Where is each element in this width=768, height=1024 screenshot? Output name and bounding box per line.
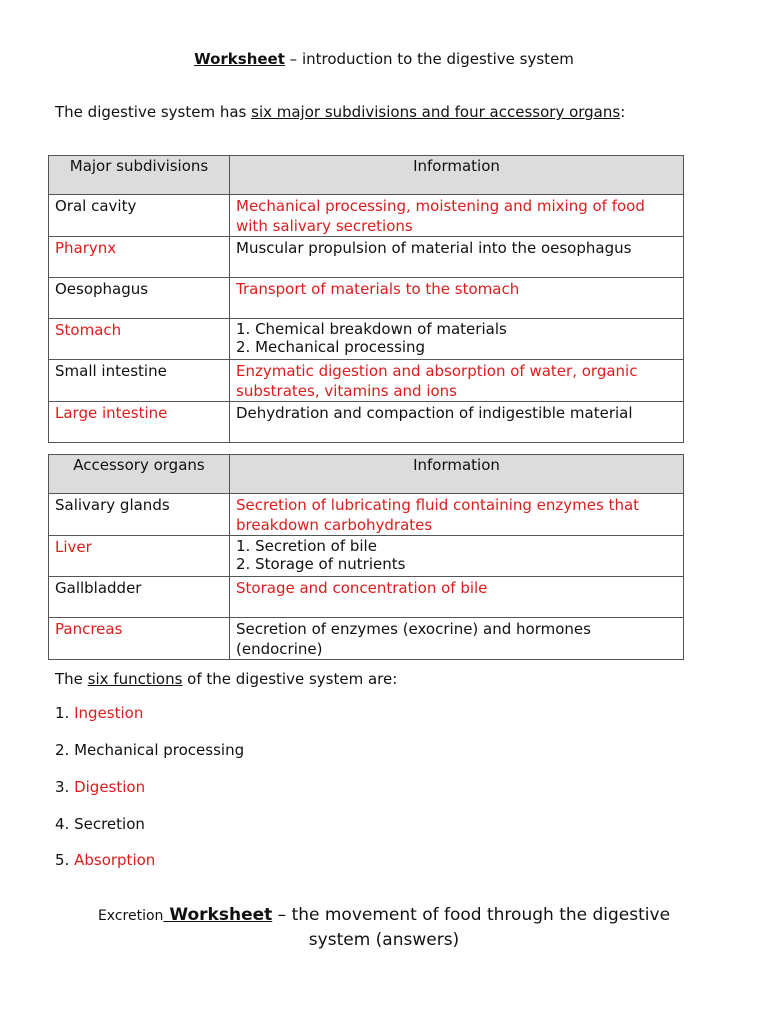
row-name: Gallbladder: [49, 577, 230, 618]
major-subdivisions-table: [48, 155, 684, 443]
item-text: Secretion: [74, 815, 145, 833]
item-number: 1.: [55, 704, 75, 722]
footer-rest: – the movement of food through the digestive: [272, 905, 671, 925]
row-info: Mechanical processing, moistening and mixing of food with salivary secretions: [230, 195, 684, 237]
row-info-line: 2. Mechanical processing: [236, 338, 426, 356]
row-name: Salivary glands: [49, 494, 230, 536]
footer-line1: [0, 903, 768, 928]
header-information: Information: [230, 156, 684, 195]
intro-text: [55, 103, 625, 121]
row-name: Oesophagus: [49, 278, 230, 319]
functions-heading: [55, 670, 397, 688]
row-info-line: 1. Chemical breakdown of materials: [236, 320, 507, 338]
table-row: [49, 536, 684, 577]
header-accessory: Accessory organs: [49, 455, 230, 494]
list-item: [55, 778, 145, 796]
list-item: [55, 851, 155, 869]
intro-underlined: six major subdivisions and four accessory organs: [251, 103, 621, 121]
table-row: [49, 494, 684, 536]
title-rest: – introduction to the digestive system: [284, 50, 574, 68]
row-info: Enzymatic digestion and absorption of water, organic substrates, vitamins and ions: [230, 360, 684, 402]
table-row: [49, 319, 684, 360]
footer-bold: Worksheet: [163, 905, 273, 925]
row-info: [230, 319, 684, 360]
title-bold: Worksheet: [194, 50, 285, 68]
table-row: [49, 577, 684, 618]
intro-post: :: [620, 103, 626, 121]
row-name: Pancreas: [49, 618, 230, 660]
row-name: Large intestine: [49, 402, 230, 443]
row-name: Small intestine: [49, 360, 230, 402]
table-row: [49, 278, 684, 319]
footer-title: [0, 903, 768, 952]
item-text: Digestion: [74, 778, 146, 796]
header-major: Major subdivisions: [49, 156, 230, 195]
table-row: [49, 195, 684, 237]
item-text: Mechanical processing: [74, 741, 245, 759]
functions-post: of the digestive system are:: [182, 670, 398, 688]
table-row: [49, 402, 684, 443]
item-number: 2.: [55, 741, 75, 759]
table-row: [49, 618, 684, 660]
row-info: Secretion of enzymes (exocrine) and hormones (endocrine): [230, 618, 684, 660]
row-name: Stomach: [49, 319, 230, 360]
footer-line2: system (answers): [308, 930, 460, 950]
row-name: Liver: [49, 536, 230, 577]
footer-small: Excretion: [97, 908, 164, 924]
page-title: [0, 50, 768, 68]
row-info: Storage and concentration of bile: [230, 577, 684, 618]
row-info: Secretion of lubricating fluid containing enzymes that breakdown carbohydrates: [230, 494, 684, 536]
row-info: Dehydration and compaction of indigestible material: [230, 402, 684, 443]
row-name: Pharynx: [49, 237, 230, 278]
item-number: 5.: [55, 851, 75, 869]
row-name: Oral cavity: [49, 195, 230, 237]
item-number: 3.: [55, 778, 75, 796]
list-item: [55, 741, 244, 759]
list-item: [55, 815, 145, 833]
row-info: [230, 536, 684, 577]
row-info: Transport of materials to the stomach: [230, 278, 684, 319]
row-info-line: 1. Secretion of bile: [236, 537, 377, 555]
functions-underlined: six functions: [87, 670, 183, 688]
table-row: [49, 360, 684, 402]
list-item: [55, 704, 143, 722]
item-text: Absorption: [74, 851, 156, 869]
row-info-line: 2. Storage of nutrients: [236, 555, 406, 573]
item-text: Ingestion: [74, 704, 144, 722]
header-information: Information: [230, 455, 684, 494]
functions-pre: The: [55, 670, 88, 688]
row-info: Muscular propulsion of material into the oesophagus: [230, 237, 684, 278]
table-row: [49, 237, 684, 278]
intro-pre: The digestive system has: [55, 103, 252, 121]
item-number: 4.: [55, 815, 75, 833]
accessory-organs-table: [48, 454, 684, 660]
